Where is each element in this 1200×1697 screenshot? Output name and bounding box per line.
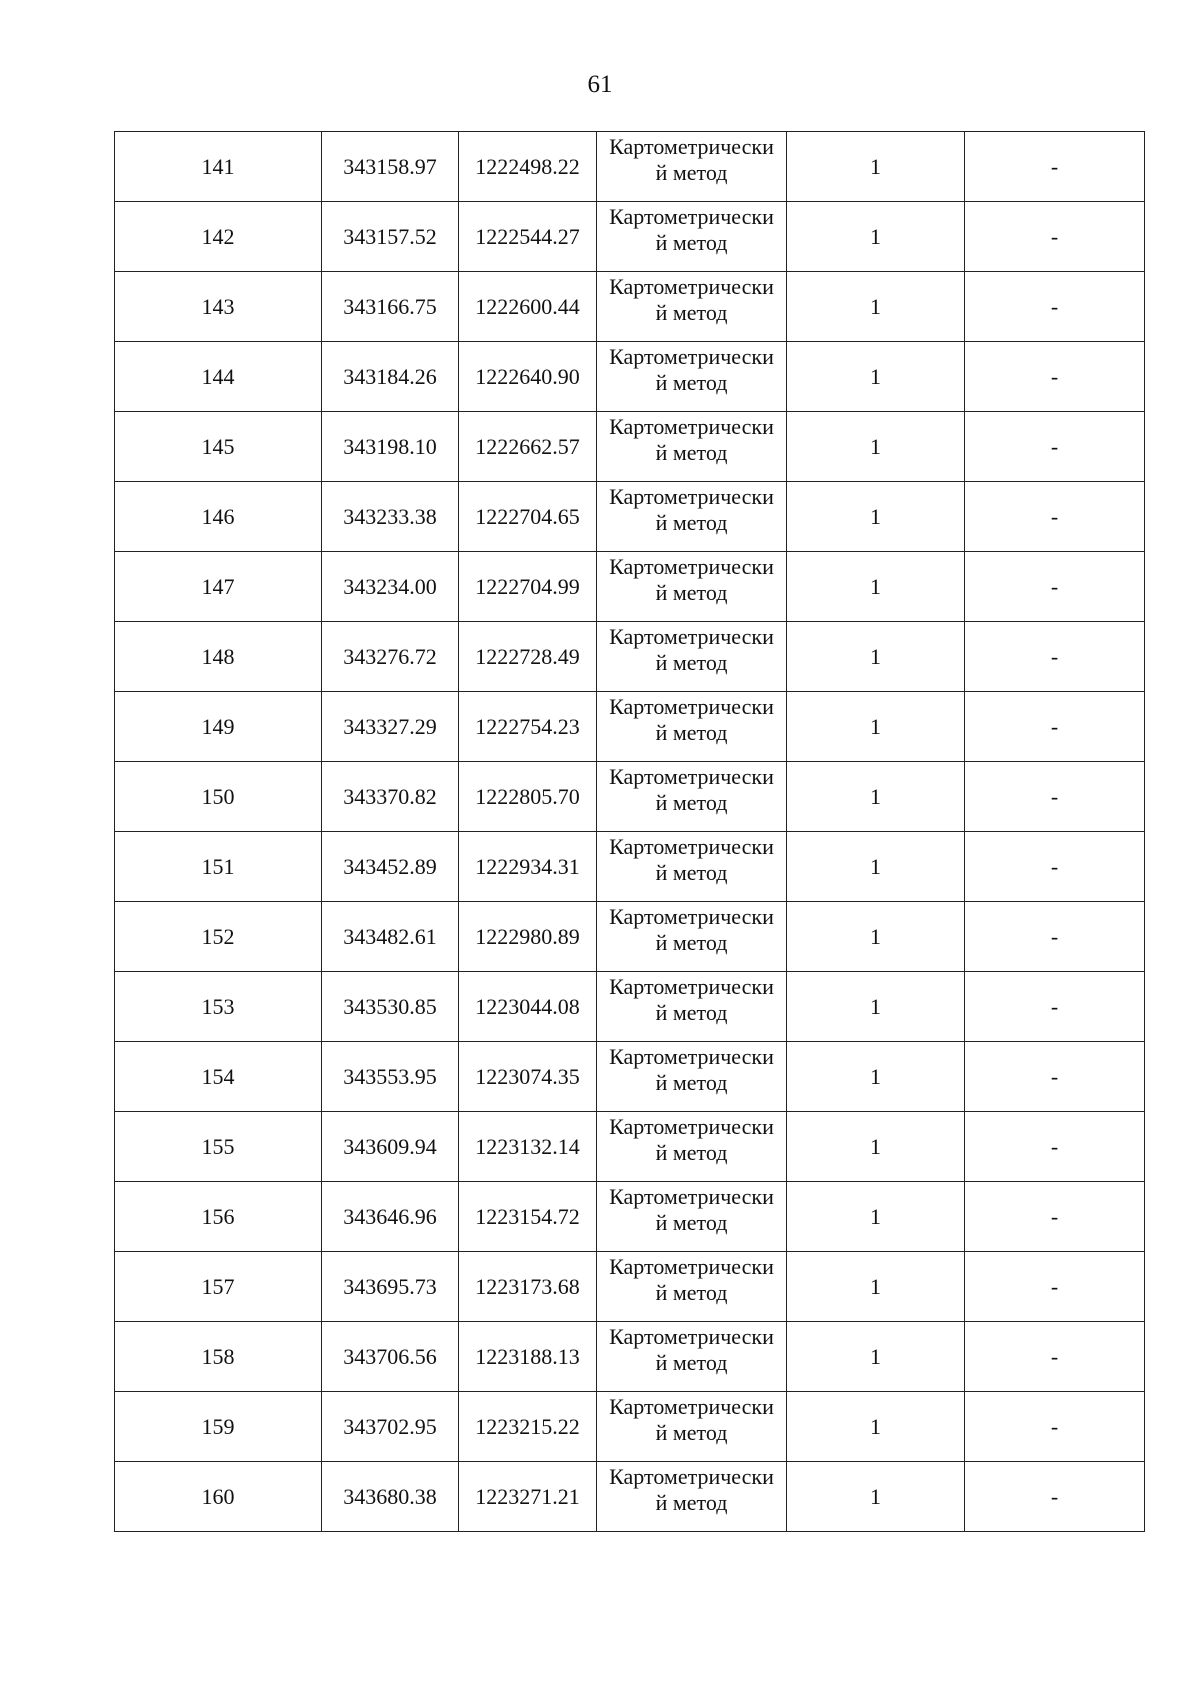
y-coordinate-text: 1223271.21 [475,1483,580,1509]
x-coordinate-text: 343234.00 [343,573,437,599]
y-coordinate-text: 1223188.13 [475,1343,580,1369]
point-number-text: 148 [201,643,235,669]
x-coordinate-cell [322,482,459,552]
accuracy-text: 1 [870,1203,881,1229]
accuracy-cell [787,1392,965,1462]
x-coordinate-text: 343370.82 [343,783,437,809]
point-number-cell [115,412,322,482]
x-coordinate-cell [322,1182,459,1252]
y-coordinate-cell [459,1462,597,1532]
point-number-text: 151 [201,853,235,879]
accuracy-cell [787,832,965,902]
y-coordinate-text: 1222754.23 [475,713,580,739]
point-number-cell [115,132,322,202]
method-cell [597,902,787,972]
method-text: Картометрически й метод [609,974,774,1025]
note-cell [965,552,1145,622]
y-coordinate-cell [459,1392,597,1462]
method-cell [597,1322,787,1392]
y-coordinate-text: 1222980.89 [475,923,580,949]
x-coordinate-text: 343482.61 [343,923,437,949]
accuracy-text: 1 [870,853,881,879]
table-row [115,972,1145,1042]
accuracy-cell [787,902,965,972]
method-cell [597,552,787,622]
accuracy-cell [787,692,965,762]
x-coordinate-text: 343609.94 [343,1133,437,1159]
point-number-text: 159 [201,1413,235,1439]
accuracy-text: 1 [870,923,881,949]
point-number-cell [115,552,322,622]
point-number-cell [115,1252,322,1322]
table-row [115,1252,1145,1322]
method-cell [597,1252,787,1322]
accuracy-cell [787,202,965,272]
note-cell [965,1112,1145,1182]
accuracy-text: 1 [870,993,881,1019]
x-coordinate-cell [322,342,459,412]
x-coordinate-cell [322,552,459,622]
accuracy-cell [787,1462,965,1532]
method-text: Картометрически й метод [609,624,774,675]
note-cell [965,132,1145,202]
table-row [115,622,1145,692]
y-coordinate-text: 1222934.31 [475,853,580,879]
note-cell [965,202,1145,272]
table-row [115,692,1145,762]
y-coordinate-cell [459,1252,597,1322]
method-cell [597,1182,787,1252]
method-text: Картометрически й метод [609,1464,774,1515]
accuracy-cell [787,552,965,622]
accuracy-text: 1 [870,713,881,739]
table-row [115,1112,1145,1182]
table-row [115,1042,1145,1112]
method-text: Картометрически й метод [609,1324,774,1375]
note-text: - [1050,1063,1059,1089]
x-coordinate-text: 343452.89 [343,853,437,879]
table-row [115,1322,1145,1392]
x-coordinate-text: 343530.85 [343,993,437,1019]
x-coordinate-cell [322,832,459,902]
x-coordinate-text: 343680.38 [343,1483,437,1509]
note-text: - [1050,1413,1059,1439]
accuracy-cell [787,1252,965,1322]
x-coordinate-text: 343157.52 [343,223,437,249]
y-coordinate-text: 1223154.72 [475,1203,580,1229]
y-coordinate-cell [459,762,597,832]
y-coordinate-text: 1222600.44 [475,293,580,319]
x-coordinate-cell [322,1112,459,1182]
accuracy-text: 1 [870,503,881,529]
note-text: - [1050,1483,1059,1509]
note-cell [965,622,1145,692]
accuracy-text: 1 [870,363,881,389]
method-text: Картометрически й метод [609,834,774,885]
method-cell [597,272,787,342]
note-cell [965,342,1145,412]
note-cell [965,412,1145,482]
table-row [115,342,1145,412]
note-text: - [1050,433,1059,459]
note-text: - [1050,1203,1059,1229]
x-coordinate-cell [322,902,459,972]
point-number-cell [115,1392,322,1462]
note-cell [965,972,1145,1042]
x-coordinate-cell [322,972,459,1042]
point-number-text: 155 [201,1133,235,1159]
method-text: Картометрически й метод [609,904,774,955]
y-coordinate-text: 1222704.65 [475,503,580,529]
note-text: - [1050,643,1059,669]
y-coordinate-text: 1223044.08 [475,993,580,1019]
x-coordinate-text: 343646.96 [343,1203,437,1229]
accuracy-text: 1 [870,783,881,809]
x-coordinate-cell [322,1462,459,1532]
point-number-text: 144 [201,363,235,389]
method-cell [597,482,787,552]
y-coordinate-cell [459,132,597,202]
page-number: 61 [587,71,613,98]
table-row [115,832,1145,902]
method-text: Картометрически й метод [609,344,774,395]
accuracy-text: 1 [870,1483,881,1509]
accuracy-text: 1 [870,293,881,319]
note-cell [965,1392,1145,1462]
note-text: - [1050,993,1059,1019]
x-coordinate-text: 343198.10 [343,433,437,459]
method-text: Картометрически й метод [609,1184,774,1235]
accuracy-text: 1 [870,223,881,249]
x-coordinate-cell [322,1392,459,1462]
accuracy-cell [787,1112,965,1182]
x-coordinate-cell [322,412,459,482]
point-number-text: 147 [201,573,235,599]
method-text: Картометрически й метод [609,554,774,605]
point-number-text: 145 [201,433,235,459]
note-text: - [1050,1133,1059,1159]
point-number-cell [115,692,322,762]
table-row [115,202,1145,272]
note-text: - [1050,363,1059,389]
y-coordinate-cell [459,622,597,692]
method-cell [597,132,787,202]
point-number-cell [115,1322,322,1392]
table-body [115,132,1145,1532]
point-number-text: 152 [201,923,235,949]
accuracy-cell [787,1322,965,1392]
accuracy-cell [787,1182,965,1252]
point-number-text: 150 [201,783,235,809]
y-coordinate-cell [459,272,597,342]
point-number-text: 149 [201,713,235,739]
x-coordinate-text: 343158.97 [343,153,437,179]
x-coordinate-cell [322,692,459,762]
point-number-text: 153 [201,993,235,1019]
accuracy-cell [787,762,965,832]
point-number-text: 143 [201,293,235,319]
point-number-text: 156 [201,1203,235,1229]
y-coordinate-cell [459,972,597,1042]
point-number-text: 160 [201,1483,235,1509]
point-number-cell [115,1182,322,1252]
table-row [115,412,1145,482]
method-text: Картометрически й метод [609,1044,774,1095]
method-text: Картометрически й метод [609,414,774,465]
x-coordinate-text: 343695.73 [343,1273,437,1299]
method-text: Картометрически й метод [609,204,774,255]
x-coordinate-cell [322,1322,459,1392]
y-coordinate-cell [459,412,597,482]
accuracy-cell [787,342,965,412]
table-row [115,902,1145,972]
point-number-cell [115,972,322,1042]
y-coordinate-cell [459,482,597,552]
note-text: - [1050,1343,1059,1369]
accuracy-cell [787,132,965,202]
method-cell [597,202,787,272]
method-cell [597,1112,787,1182]
point-number-text: 158 [201,1343,235,1369]
x-coordinate-cell [322,1252,459,1322]
table-row [115,272,1145,342]
note-cell [965,1182,1145,1252]
note-cell [965,1462,1145,1532]
point-number-cell [115,832,322,902]
table-row [115,762,1145,832]
x-coordinate-text: 343706.56 [343,1343,437,1369]
method-text: Картометрически й метод [609,1394,774,1445]
x-coordinate-cell [322,132,459,202]
y-coordinate-text: 1223215.22 [475,1413,580,1439]
method-cell [597,762,787,832]
y-coordinate-text: 1223132.14 [475,1133,580,1159]
point-number-cell [115,622,322,692]
note-cell [965,1042,1145,1112]
note-text: - [1050,503,1059,529]
point-number-text: 154 [201,1063,235,1089]
point-number-cell [115,1462,322,1532]
table-row [115,1182,1145,1252]
table-row [115,1392,1145,1462]
point-number-text: 142 [201,223,235,249]
note-cell [965,1322,1145,1392]
x-coordinate-text: 343233.38 [343,503,437,529]
table-row [115,1462,1145,1532]
x-coordinate-text: 343166.75 [343,293,437,319]
accuracy-text: 1 [870,1133,881,1159]
y-coordinate-cell [459,202,597,272]
method-text: Картометрически й метод [609,484,774,535]
y-coordinate-text: 1222498.22 [475,153,580,179]
point-number-cell [115,902,322,972]
accuracy-cell [787,1042,965,1112]
accuracy-text: 1 [870,1273,881,1299]
method-cell [597,972,787,1042]
point-number-cell [115,482,322,552]
accuracy-text: 1 [870,643,881,669]
point-number-text: 146 [201,503,235,529]
method-cell [597,342,787,412]
x-coordinate-text: 343327.29 [343,713,437,739]
note-text: - [1050,713,1059,739]
y-coordinate-text: 1222640.90 [475,363,580,389]
method-cell [597,1042,787,1112]
note-text: - [1050,153,1059,179]
point-number-text: 157 [201,1273,235,1299]
note-text: - [1050,573,1059,599]
y-coordinate-text: 1223074.35 [475,1063,580,1089]
method-cell [597,692,787,762]
note-cell [965,762,1145,832]
y-coordinate-cell [459,902,597,972]
method-text: Картометрически й метод [609,694,774,745]
note-text: - [1050,783,1059,809]
note-text: - [1050,1273,1059,1299]
y-coordinate-text: 1222728.49 [475,643,580,669]
point-number-cell [115,202,322,272]
x-coordinate-cell [322,622,459,692]
y-coordinate-text: 1222544.27 [475,223,580,249]
accuracy-text: 1 [870,433,881,459]
point-number-cell [115,272,322,342]
x-coordinate-cell [322,1042,459,1112]
x-coordinate-text: 343702.95 [343,1413,437,1439]
note-text: - [1050,223,1059,249]
method-cell [597,1462,787,1532]
note-cell [965,482,1145,552]
x-coordinate-text: 343184.26 [343,363,437,389]
method-cell [597,412,787,482]
coordinates-table [114,131,1145,1532]
note-cell [965,902,1145,972]
y-coordinate-cell [459,552,597,622]
accuracy-text: 1 [870,573,881,599]
y-coordinate-cell [459,1042,597,1112]
method-cell [597,622,787,692]
accuracy-text: 1 [870,1343,881,1369]
x-coordinate-cell [322,762,459,832]
note-text: - [1050,293,1059,319]
y-coordinate-cell [459,342,597,412]
table-row [115,482,1145,552]
y-coordinate-cell [459,1182,597,1252]
note-text: - [1050,853,1059,879]
y-coordinate-cell [459,692,597,762]
y-coordinate-cell [459,832,597,902]
method-text: Картометрически й метод [609,1254,774,1305]
y-coordinate-text: 1222805.70 [475,783,580,809]
accuracy-cell [787,272,965,342]
x-coordinate-cell [322,272,459,342]
note-text: - [1050,923,1059,949]
x-coordinate-text: 343276.72 [343,643,437,669]
y-coordinate-text: 1222662.57 [475,433,580,459]
accuracy-cell [787,622,965,692]
x-coordinate-cell [322,202,459,272]
method-text: Картометрически й метод [609,134,774,185]
table-row [115,552,1145,622]
accuracy-cell [787,412,965,482]
y-coordinate-text: 1222704.99 [475,573,580,599]
point-number-cell [115,342,322,412]
note-cell [965,272,1145,342]
accuracy-text: 1 [870,1413,881,1439]
note-cell [965,692,1145,762]
note-cell [965,832,1145,902]
method-text: Картометрически й метод [609,764,774,815]
accuracy-cell [787,482,965,552]
point-number-cell [115,762,322,832]
point-number-cell [115,1112,322,1182]
accuracy-text: 1 [870,1063,881,1089]
y-coordinate-text: 1223173.68 [475,1273,580,1299]
point-number-text: 141 [201,153,235,179]
table-row [115,132,1145,202]
accuracy-cell [787,972,965,1042]
method-cell [597,832,787,902]
point-number-cell [115,1042,322,1112]
note-cell [965,1252,1145,1322]
method-text: Картометрически й метод [609,274,774,325]
accuracy-text: 1 [870,153,881,179]
method-cell [597,1392,787,1462]
y-coordinate-cell [459,1322,597,1392]
y-coordinate-cell [459,1112,597,1182]
method-text: Картометрически й метод [609,1114,774,1165]
x-coordinate-text: 343553.95 [343,1063,437,1089]
